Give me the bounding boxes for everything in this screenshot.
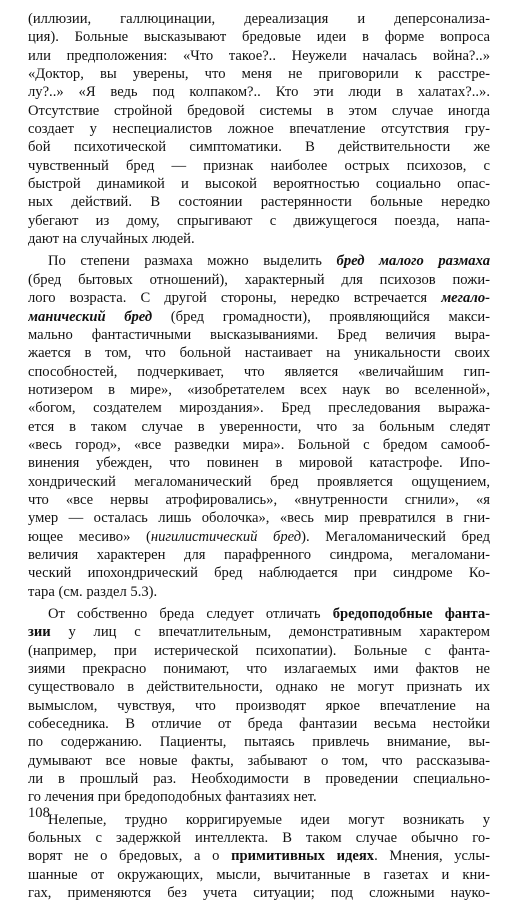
body-text [28, 10, 490, 903]
text-segment: ющее месиво» ( [28, 528, 151, 545]
text-line [28, 308, 490, 326]
text-segment: (иллюзии, галлюцинации, дереализация и деперсонализа- [28, 11, 490, 27]
text-line [28, 546, 490, 564]
text-line [28, 528, 490, 546]
text-segment: жается в том, что больной настаивает на уникальности своих [28, 345, 490, 362]
emphasized-term: зии [28, 624, 51, 641]
text-segment: ческий ипохондрический бред наблюдается при синдроме Ко- [28, 565, 490, 582]
text-segment: . Мнения, услы- [374, 848, 490, 865]
text-line [28, 138, 490, 156]
text-segment: Отсутствие стройной бредовой системы в этом случае иногда [28, 102, 490, 119]
text-segment: больных с задержкой интеллекта. В таком случае обычно го- [28, 830, 490, 847]
text-line [28, 642, 490, 660]
text-line [28, 623, 490, 641]
text-segment: нотизером в мире», «изобретателем всех наук во вселенной», [28, 381, 490, 398]
text-line [28, 697, 490, 715]
text-segment: хондрический мегаломанический бред проявляется ощущением, [28, 473, 490, 490]
text-segment: шанные от окружающих, мысли, вычитанные в газетах и кни- [28, 866, 490, 883]
text-line [28, 83, 490, 101]
text-segment: у лиц с впечатлительным, демонстративным характером [50, 624, 490, 641]
text-segment: вымыслом, чувствуя, что производят яркое впечатление на [28, 697, 490, 714]
text-line [28, 770, 490, 788]
text-line [28, 65, 490, 83]
text-segment: величия характерен для парафренного синдрома, мегаломани- [28, 546, 490, 563]
text-line [28, 715, 490, 733]
text-segment: «богом, создателем мироздания». Бред преследования выража- [28, 400, 490, 417]
text-line [28, 491, 490, 509]
text-line [28, 884, 490, 902]
text-segment: думывают все новые факты, забывают о том, что рассказыва- [28, 752, 490, 769]
text-line [28, 660, 490, 678]
text-segment: бой психотической симптоматики. В действительности же [28, 139, 490, 156]
text-line [28, 28, 490, 46]
text-segment: го лечения при бредоподобных фантазиях нет. [28, 789, 317, 806]
text-segment: тара (см. раздел 5.3). [28, 583, 158, 600]
text-segment: лого возраста. С другой стороны, нередко встречается [28, 290, 442, 307]
text-line [28, 811, 490, 829]
text-segment: гах, применяются без учета ситуации; под сложными науко- [28, 885, 490, 902]
text-line [28, 10, 490, 28]
text-segment: ных действий. В состоянии растерянности больные нередко [28, 194, 490, 211]
text-line [28, 473, 490, 491]
text-segment: убегают из дому, спрыгивают с движущегося поезда, напа- [28, 212, 490, 229]
text-segment: ется в таком случае в уверенности, что за больным следят [28, 418, 490, 435]
text-segment: мально фантастичными высказываниями. Бред величия выра- [28, 326, 490, 343]
text-segment: или предположения: «Что такое?.. Неужели началась война?..» [28, 47, 490, 64]
text-segment: способностей, подчеркивает, что является «величайшим гип- [28, 363, 490, 380]
text-line [28, 120, 490, 138]
emphasized-term: примитивных идеях [231, 848, 375, 865]
text-segment: собеседника. В отличие от бреда фантазии весьма нестойки [28, 716, 490, 733]
text-segment: по содержанию. Пациенты, пытаясь привлечь внимание, вы- [28, 734, 490, 751]
emphasized-term: бред малого размаха [336, 253, 490, 270]
text-line [28, 564, 490, 582]
emphasized-term: нигилистический бред [150, 528, 302, 545]
text-segment: ворят не о бредовых, а о [28, 848, 232, 865]
emphasized-term: мегало- [441, 290, 490, 307]
text-line [28, 829, 490, 847]
text-line [28, 230, 490, 248]
text-line [28, 157, 490, 175]
text-line [28, 271, 490, 289]
text-line [28, 583, 490, 601]
text-segment: «весь город», «все разведки мира». Больной с бредом самооб- [28, 436, 490, 453]
text-segment: От собственно бреда следует отличать [48, 606, 333, 622]
text-line [28, 193, 490, 211]
text-line [28, 733, 490, 751]
emphasized-term: манический бред [28, 308, 153, 325]
text-segment: (например, при истерической психопатии). Больные с фанта- [28, 642, 490, 659]
text-segment: (бред громадности), проявляющийся макси- [152, 308, 490, 325]
text-line [28, 418, 490, 436]
text-line [28, 289, 490, 307]
text-line [28, 47, 490, 65]
text-line [28, 436, 490, 454]
emphasized-term: бредоподобные фанта- [332, 606, 490, 622]
text-segment: По степени размаха можно выделить [48, 253, 337, 270]
text-segment: чувственный бред — признак наиболее острых психозов, с [28, 157, 490, 174]
text-line [28, 344, 490, 362]
text-line [28, 866, 490, 884]
text-line [28, 212, 490, 230]
text-segment: (бред бытовых отношений), характерный для психозов пожи- [28, 271, 490, 288]
text-segment: что «все нервы атрофировались», «внутренности сгнили», «я [28, 491, 490, 508]
text-segment: «Доктор, вы уверены, что меня не приговорили к расстре- [28, 66, 490, 83]
text-line [28, 847, 490, 865]
text-segment: быстрой динамикой и высокой вероятностью социально опас- [28, 176, 490, 193]
text-line [28, 752, 490, 770]
text-segment: создает у неспециалистов ложное впечатление отсутствия гру- [28, 121, 490, 138]
text-segment: Нелепые, трудно корригируемые идеи могут возникать у [48, 811, 490, 828]
text-line [28, 509, 490, 527]
text-segment: умер — осталась лишь оболочка», «весь мир превратился в гни- [28, 510, 490, 527]
text-line [28, 363, 490, 381]
text-line [28, 788, 490, 806]
page-number: 108 [28, 805, 50, 821]
text-segment: существовало в действительности, однако не могут признать их [28, 679, 490, 696]
text-line [28, 454, 490, 472]
text-line [28, 175, 490, 193]
text-line [28, 326, 490, 344]
text-segment: зиями прекрасно понимают, что излагаемых ими фактов не [28, 661, 490, 678]
text-line [28, 678, 490, 696]
text-segment: ция). Больные высказывают бредовые идеи в форме вопроса [28, 29, 490, 46]
text-segment: дают на случайных людей. [28, 231, 195, 248]
text-line [28, 399, 490, 417]
text-line [28, 381, 490, 399]
text-line [28, 102, 490, 120]
text-line [28, 252, 490, 270]
text-segment: ли в прошлый раз. Необходимости в проведении специально- [28, 771, 490, 788]
text-line [28, 605, 490, 623]
text-segment: винения убежден, что повинен в мировой катастрофе. Ипо- [28, 455, 490, 472]
text-segment: ). Мегаломанический бред [301, 528, 490, 545]
text-segment: лу?..» «Я ведь под колпаком?.. Кто эти люди в халатах?..». [28, 84, 490, 101]
